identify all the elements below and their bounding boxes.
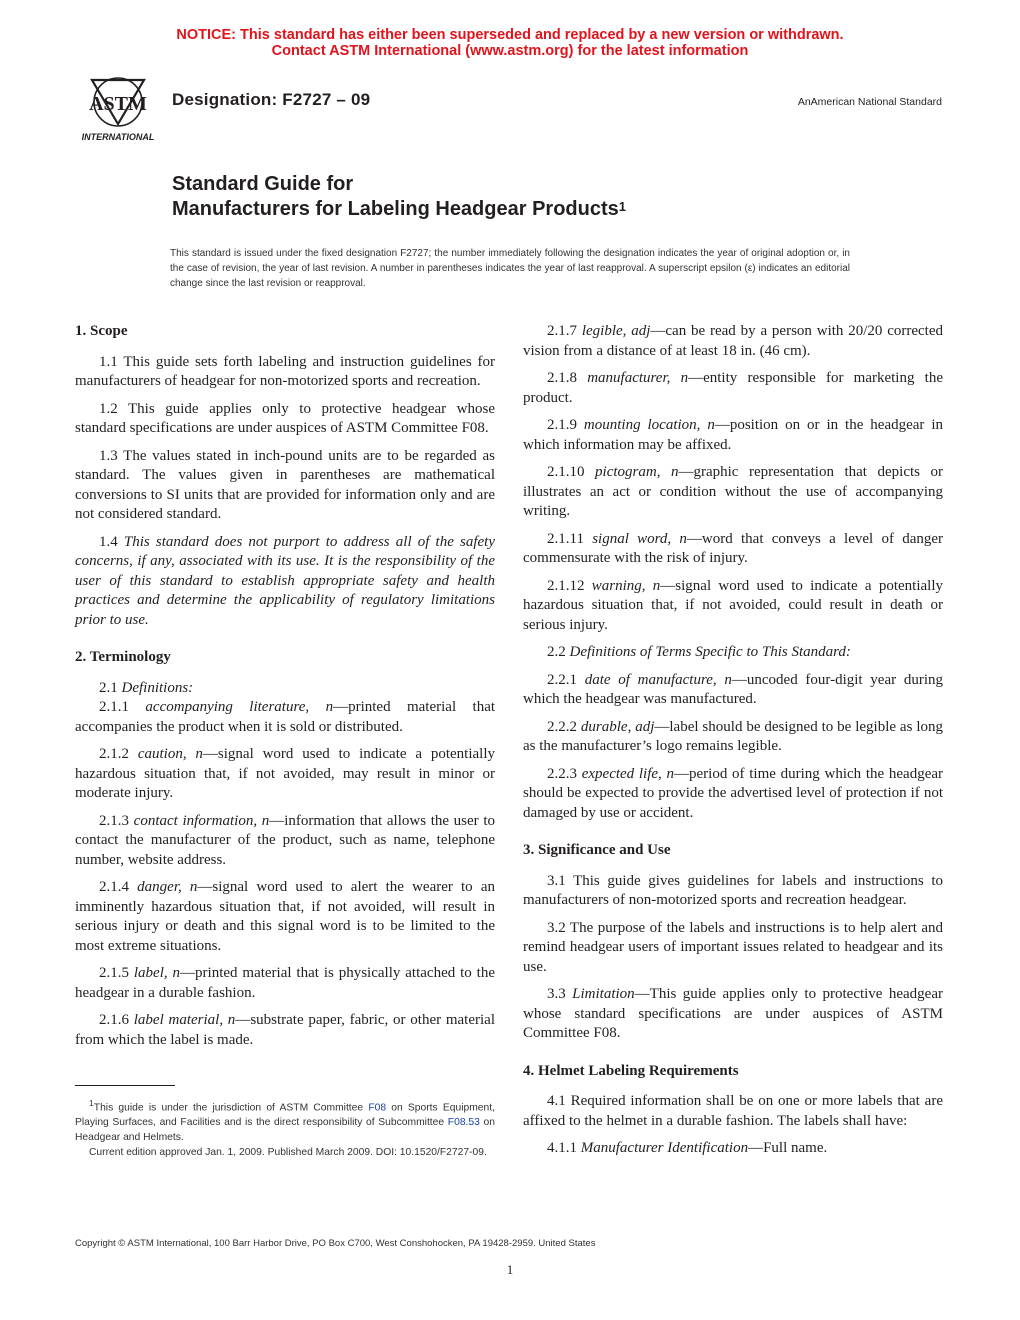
para-3-3: 3.3 Limitation—This guide applies only to protective headgear whose standard specifications are under auspices of ASTM Committee F08. — [523, 986, 943, 1041]
def-2-1-1: 2.1.1 accompanying literature, n—printed material that accompanies the product when it is sold or distributed. — [75, 699, 496, 735]
issued-note: This standard is issued under the fixed designation F2727; the number immediately following the designation indicates the year of original adoption or, in the case of revision, the year of last revision. A number in parentheses indicates the year of last reapproval. A superscript epsilon (ε) indicates an editorial change since the last revision or reapproval. — [170, 248, 850, 289]
national-standard: AnAmerican National Standard — [797, 96, 942, 108]
terminology-heading: 2. Terminology — [75, 649, 171, 665]
significance-heading: 3. Significance and Use — [523, 842, 671, 858]
def-2-1-5: 2.1.5 label, n—printed material that is physically attached to the headgear in a durable fashion. — [75, 965, 495, 1001]
para-1-3: 1.3 The values stated in inch-pound units are to be regarded as standard. The values given in parentheses are mathematical conversions to SI units that are provided for information only and are not considered standard. — [75, 447, 495, 522]
def-2-1-3: 2.1.3 contact information, n—information that allows the user to contact the manufacturer of the product, such as name, telephone number, website address. — [75, 812, 495, 868]
page-number: 1 — [506, 1262, 514, 1277]
para-3-1: 3.1 This guide gives guidelines for labels and instructions to manufacturers of non-motorized sports and recreation headgear. — [523, 872, 943, 908]
footnote: $^1$This guide is under the jurisdiction of ASTM Committee F08 on Sports Equipment, Playing Surfaces, and Facilities and is the direct responsibility of Subcommittee F08.53 on Headgear and Helmets. Current edition approved Jan. 1, 2009. Published March 2009. DOI: 10.1520/F2727-09. — [75, 1098, 495, 1159]
para-3-2: 3.2 The purpose of the labels and instructions is to help alert and remind headgear users of important issues related to headgear and its use. — [523, 919, 943, 975]
para-1-1: 1.1 This guide sets forth labeling and instruction guidelines for manufacturers of headgear for non-motorized sports and recreation. — [75, 353, 495, 389]
para-4-1: 4.1 Required information shall be on one or more labels that are affixed to the helmet in a durable fashion. The labels shall have: — [523, 1093, 943, 1129]
copyright: Copyright © ASTM International, 100 Barr Harbor Drive, PO Box C700, West Conshohocken, PA 19428-2959. United States — [75, 1238, 596, 1249]
left-column — [75, 322, 495, 1058]
footnote-mark: 1 — [89, 1098, 94, 1108]
designation-label: Designation: — [172, 90, 278, 109]
def-2-1-10: 2.1.10 pictogram, n—graphic representation that depicts or illustrates an act or condition without the use of accompanying writing. — [523, 464, 944, 519]
def-2-1-12: 2.1.12 warning, n—signal word used to indicate a potentially hazardous situation that, if not avoided, could result in death or serious injury. — [523, 577, 943, 633]
logo-text: ASTM — [89, 93, 147, 115]
def-2-1-4: 2.1.4 danger, n—signal word used to alert the wearer to an imminently hazardous situation that, if not avoided, will result in serious injury or death and this signal word is to be limited to the most extreme situations. — [75, 879, 495, 954]
para-1-2: 1.2 This guide applies only to protective headgear whose standard specifications are under auspices of ASTM Committee F08. — [75, 400, 495, 436]
def-2-2-3: 2.2.3 expected life, n—period of time during which the headgear should be expected to provide the advertised level of protection if not damaged by use or accident. — [523, 765, 944, 821]
para-4-1-1: 4.1.1 Manufacturer Identification—Full name. — [547, 1140, 828, 1156]
footnote-edition: Current edition approved Jan. 1, 2009. Published March 2009. DOI: 10.1520/F2727-09. — [89, 1147, 487, 1159]
designation — [172, 90, 370, 110]
para-1-4: 1.4 This standard does not purport to address all of the safety concerns, if any, associated with its use. It is the responsibility of the user of this standard to establish appropriate safety and health practices and determine the applicability of regulatory limitations prior to use. — [75, 533, 496, 628]
def-2-2-1: 2.2.1 date of manufacture, n—uncoded four-digit year during which the headgear was manufactured. — [523, 671, 943, 707]
def-2-1-2: 2.1.2 caution, n—signal word used to indicate a potentially hazardous situation that, if not avoided, may result in minor or moderate injury. — [75, 746, 496, 801]
title-line-2: Manufacturers for Labeling Headgear Products — [172, 198, 619, 220]
def-2-2-2: 2.2.2 durable, adj—label should be designed to be legible as long as the manufacturer’s logo remains legible. — [523, 718, 943, 754]
committee-f08-link[interactable]: F08 — [368, 1102, 387, 1114]
def-2-1-6: 2.1.6 label material, n—substrate paper, fabric, or other material from which the label is made. — [75, 1012, 495, 1048]
logo-subtext: INTERNATIONAL — [81, 132, 155, 142]
para-2-1: 2.1 Definitions: — [99, 679, 194, 696]
astm-logo — [72, 72, 164, 146]
right-column — [523, 322, 943, 1167]
helmet-heading: 4. Helmet Labeling Requirements — [523, 1062, 739, 1079]
subcommittee-f0853-link[interactable]: F08.53 — [447, 1117, 480, 1129]
title-footnote-mark: 1 — [618, 199, 626, 214]
para-2-2: 2.2 Definitions of Terms Specific to This Standard: — [547, 644, 851, 660]
notice-line-2: Contact ASTM International (www.astm.org) for the latest information — [271, 43, 749, 59]
def-2-1-8: 2.1.8 manufacturer, n—entity responsible for marketing the product. — [523, 370, 943, 406]
notice-line-1: NOTICE: This standard has either been superseded and replaced by a new version or withdrawn. — [176, 27, 844, 43]
def-2-1-9: 2.1.9 mounting location, n—position on or in the headgear in which information may be affixed. — [523, 417, 943, 453]
document-title — [172, 172, 626, 222]
def-2-1-11: 2.1.11 signal word, n—word that conveys a level of danger commensurate with the risk of injury. — [523, 530, 943, 566]
scope-heading: 1. Scope — [75, 323, 128, 339]
title-line-1: Standard Guide for — [172, 173, 354, 195]
designation-value: F2727 – 09 — [282, 90, 371, 109]
footnote-rule — [75, 1085, 175, 1086]
def-2-1-7: 2.1.7 legible, adj—can be read by a person with 20/20 corrected vision from a distance of at least 18 in. (46 cm). — [523, 323, 943, 359]
